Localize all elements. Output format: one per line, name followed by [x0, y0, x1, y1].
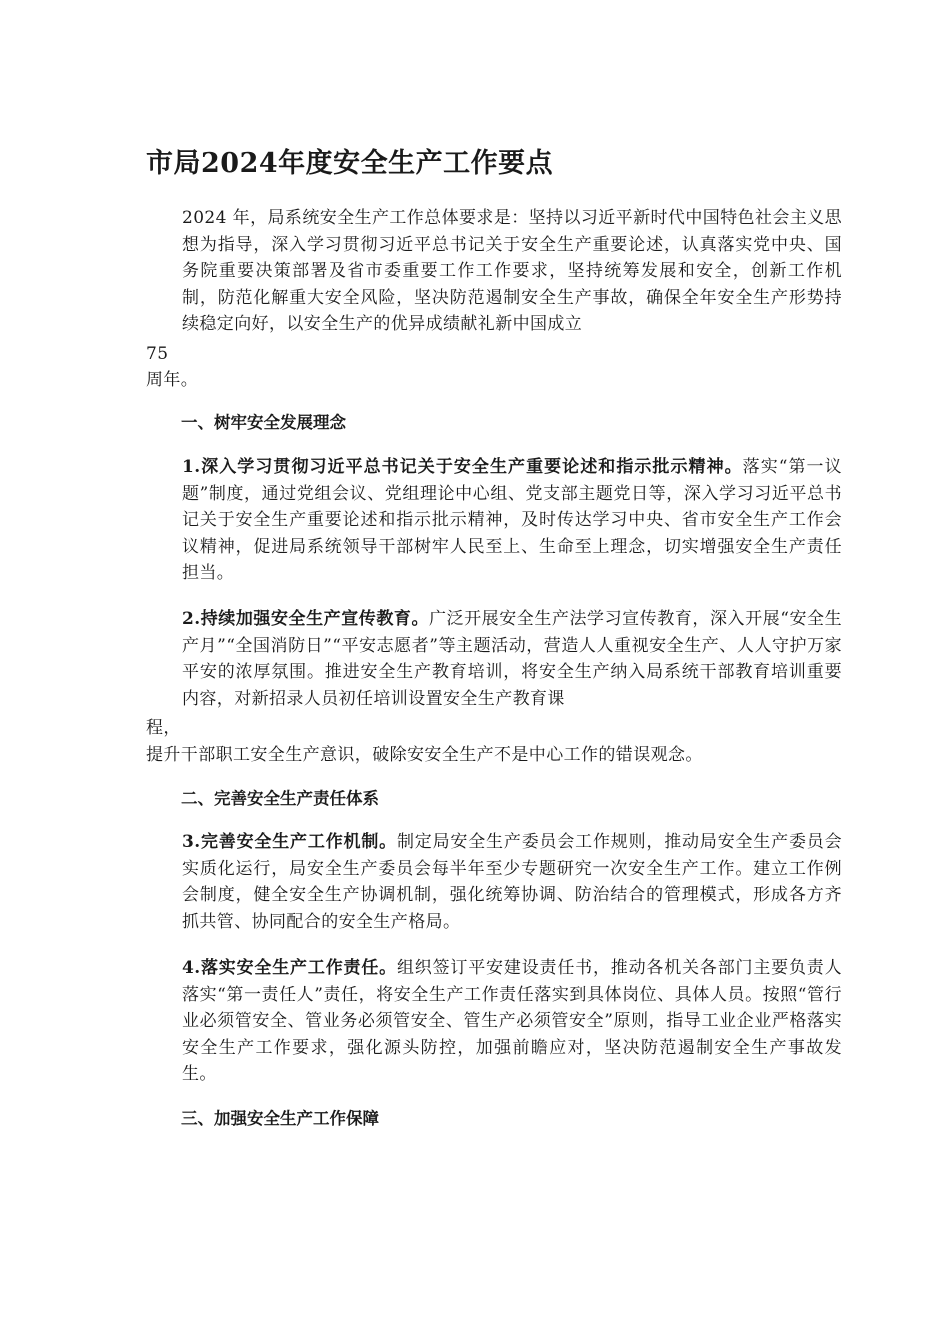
intro-tail: 周年。: [146, 370, 199, 390]
section-heading-2: 二、完善安全生产责任体系: [181, 789, 379, 808]
item-paragraph-2: [146, 606, 842, 712]
section-heading-3: 三、加强安全生产工作保障: [181, 1109, 379, 1128]
intro-tail-line: [146, 367, 806, 394]
item-tail-2a: [146, 715, 806, 742]
item-tail-2b: [146, 742, 806, 769]
item-paragraph-4: [146, 955, 842, 1088]
intro-number: 75: [146, 344, 169, 364]
section-heading-1: 一、树牢安全发展理念: [181, 413, 346, 432]
intro-text: 2024 年，局系统安全生产工作总体要求是：坚持以习近平新时代中国特色社会主义思想为指导，深入学习贯彻习近平总书记关于安全生产重要论述，认真落实党中央、国务院重要决策部署及省市委重要工作工作要求，坚持统筹发展和安全，创新工作机制，防范化解重大安全风险，坚决防范遏制安全生产事故，确保全年安全生产形势持续稳定向好，以安全生产的优异成绩献礼新中国成立: [182, 208, 842, 334]
item-lead-3: 3.完善安全生产工作机制。: [182, 832, 397, 852]
item-tail-text-2b: 提升干部职工安全生产意识，破除安安全生产不是中心工作的错误观念。: [146, 745, 703, 765]
intro-paragraph: [146, 205, 842, 338]
item-text-3: 制定局安全生产委员会工作规则，推动局安全生产委员会实质化运行，局安全生产委员会每半年至少专题研究一次安全生产工作。建立工作例会制度，健全安全生产协调机制，强化统筹协调、防治结合的管理模式，形成各方齐抓共管、协同配合的安全生产格局。: [182, 832, 842, 932]
item-tail-text-2a: 程，: [146, 718, 181, 738]
item-text-1: 落实“第一议题”制度，通过党组会议、党组理论中心组、党支部主题党日等，深入学习习近平总书记关于安全生产重要论述和指示批示精神，及时传达学习中央、省市安全生产工作会议精神，促进局系统领导干部树牢人民至上、生命至上理念，切实增强安全生产责任担当。: [182, 457, 843, 583]
item-text-2: 广泛开展安全生产法学习宣传教育，深入开展“安全生产月”“全国消防日”“平安志愿者”等主题活动，营造人人重视安全生产、人人守护万家平安的浓厚氛围。推进安全生产教育培训，将安全生产纳入局系统干部教育培训重要内容，对新招录人员初任培训设置安全生产教育课: [182, 609, 842, 709]
item-lead-2: 2.持续加强安全生产宣传教育。: [182, 609, 429, 629]
item-paragraph-3: [146, 829, 842, 935]
item-lead-4: 4.落实安全生产工作责任。: [182, 958, 397, 978]
document-title: 市局2024年度安全生产工作要点: [146, 148, 554, 179]
item-paragraph-1: [146, 454, 842, 587]
item-lead-1: 1.深入学习贯彻习近平总书记关于安全生产重要论述和指示批示精神。: [182, 457, 743, 477]
intro-number-line: [146, 341, 806, 368]
item-text-4: 组织签订平安建设责任书，推动各机关各部门主要负责人落实“第一责任人”责任，将安全生产工作责任落实到具体岗位、具体人员。按照“管行业必须管安全、管业务必须管安全、管生产必须管安全”原则，指导工业企业严格落实安全生产工作要求，强化源头防控，加强前瞻应对，坚决防范遏制安全生产事故发生。: [182, 958, 842, 1084]
